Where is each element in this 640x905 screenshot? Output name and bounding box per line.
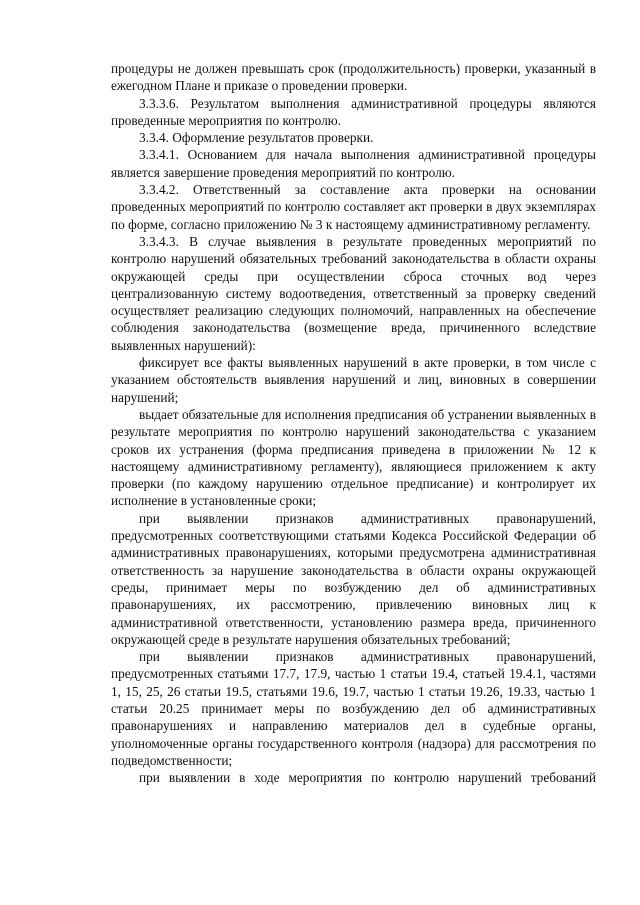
list-item-trailing: при выявлении в ходе мероприятия по контролю нарушений требований [139,770,596,786]
list-item-administrative-offenses: при выявлении признаков административных правонарушений, предусмотренных статьями 17.7, 17.9, частью 1 статьи 19.4, статьей 19.4.1, частями 1, 15, 25, 26 статьи 19.5, статьями 19.6, 19.7, частью 1 статьи 19.26, 19.33, частью 1 статьи 20.25 принимает меры по возбуждению дел об административных правонарушениях и направлению материалов дел в судебные органы, уполномоченные органы государственного контроля (надзора) для рассмотрения по подведомственности; [111,649,596,768]
list-item-issue-orders: выдает обязательные для исполнения предписания об устранении выявленных в результате мероприятия по контролю нарушений законодательства с указанием сроков их устранения (форма предписания приведена в приложении № 12 к настоящему административному регламенту), являющиеся приложением к акту проверки (по каждому нарушению отдельное предписание) и контролирует их исполнение в установленные сроки; [111,406,596,509]
paragraph-3-3-4-3: 3.3.4.3. В случае выявления в результате проведенных мероприятий по контролю нарушений обязательных требований законодательства в области охраны окружающей среды при осуществлении сброса сточных вод через централизованную систему водоотведения, ответственный за проверку сведений осуществляет реализацию следующих полномочий, направленных на обеспечение соблюдения законодательства (возмещение вреда, причиненного вследствие выявленных нарушений): [111,233,596,353]
list-item-record-violations: фиксирует все факты выявленных нарушений в акте проверки, в том числе с указанием обстоятельств выявления нарушений и лиц, виновных в совершении нарушений; [111,355,596,405]
paragraph-continuation: процедуры не должен превышать срок (продолжительность) проверки, указанный в ежегодном Плане и приказе о проведении проверки. [111,61,596,94]
paragraph-3-3-4-2: 3.3.4.2. Ответственный за составление акта проверки на основании проведенных мероприятий по контролю составляет акт проверки в двух экземплярах по форме, согласно приложению № 3 к настоящему административному регламенту. [111,182,596,232]
list-item-environmental-offenses: при выявлении признаков административных правонарушений, предусмотренных соответствующими статьями Кодекса Российской Федерации об административных правонарушениях, которыми предусмотрена административная ответственность за нарушение законодательства в области охраны окружающей среды, принимает меры по возбуждению дел об административных правонарушениях, их рассмотрению, привлечению виновных лиц к административной ответственности, установлению размера вреда, причиненного окружающей среде в результате нарушения обязательных требований; [111,510,596,647]
document-page [111,60,596,786]
section-heading-3-3-4: 3.3.4. Оформление результатов проверки. [139,130,374,146]
paragraph-3-3-4-1: 3.3.4.1. Основанием для начала выполнения административной процедуры является завершение проведения мероприятий по контролю. [111,147,596,180]
paragraph-3-3-3-6: 3.3.3.6. Результатом выполнения административной процедуры являются проведенные мероприятия по контролю. [111,95,596,128]
